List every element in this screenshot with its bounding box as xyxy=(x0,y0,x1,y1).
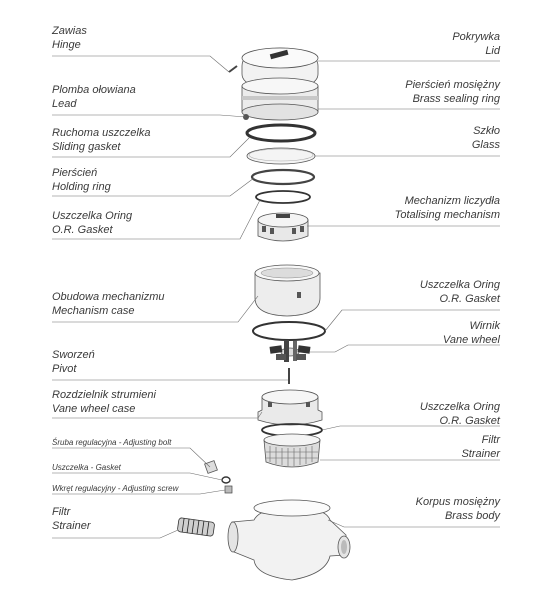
strainer-2-part xyxy=(177,518,215,537)
adjusting-screw-part xyxy=(225,486,232,493)
or-gasket-1-part xyxy=(256,191,310,203)
svg-text:Uszczelka Oring: Uszczelka Oring xyxy=(419,401,500,413)
svg-text:Pokrywka: Pokrywka xyxy=(452,31,500,43)
label-or-gasket-1 xyxy=(52,210,133,236)
brass-sealing-ring-part xyxy=(242,78,318,120)
gasket-part xyxy=(222,477,230,483)
svg-text:Sworzeń: Sworzeń xyxy=(52,349,95,361)
totalising-mechanism-part xyxy=(258,213,308,241)
label-adjusting-bolt xyxy=(52,438,172,447)
label-strainer-2 xyxy=(52,506,92,532)
label-lead xyxy=(52,84,136,110)
svg-text:O.R. Gasket: O.R. Gasket xyxy=(52,224,113,236)
label-strainer-1 xyxy=(461,434,501,460)
label-sliding-gasket xyxy=(52,127,150,153)
svg-text:Strainer: Strainer xyxy=(52,520,91,532)
holding-ring-part xyxy=(252,170,314,184)
svg-text:Lid: Lid xyxy=(485,45,500,57)
label-totalising-mechanism xyxy=(395,195,500,221)
svg-text:Brass sealing ring: Brass sealing ring xyxy=(412,93,500,105)
label-vane-wheel-case xyxy=(52,389,156,415)
label-vane-wheel xyxy=(443,320,501,346)
svg-text:Glass: Glass xyxy=(471,139,500,151)
svg-text:Sliding gasket: Sliding gasket xyxy=(52,141,121,153)
label-brass-sealing-ring xyxy=(405,79,501,105)
strainer-1-part xyxy=(264,434,320,467)
svg-text:Wirnik: Wirnik xyxy=(469,320,500,332)
label-hinge xyxy=(51,25,87,51)
svg-text:Zawias: Zawias xyxy=(52,25,87,37)
svg-text:Filtr: Filtr xyxy=(52,506,71,518)
label-brass-body xyxy=(416,496,502,522)
svg-text:Filtr: Filtr xyxy=(481,434,500,446)
label-adjusting-screw xyxy=(52,484,180,493)
svg-text:Holding ring: Holding ring xyxy=(52,181,111,193)
vane-wheel-case-part xyxy=(258,390,322,425)
hinge-part xyxy=(229,66,237,72)
brass-body-part xyxy=(228,500,350,580)
label-or-gasket-3 xyxy=(420,401,501,427)
vane-wheel-part xyxy=(270,340,311,362)
svg-text:Obudowa mechanizmu: Obudowa mechanizmu xyxy=(52,291,165,303)
svg-text:Totalising mechanism: Totalising mechanism xyxy=(394,209,500,221)
or-gasket-2-part xyxy=(253,322,325,340)
label-mechanism-case xyxy=(52,291,165,317)
svg-text:Plomba ołowiana: Plomba ołowiana xyxy=(52,84,136,96)
svg-text:Mechanism case: Mechanism case xyxy=(52,305,135,317)
svg-text:Lead: Lead xyxy=(52,98,77,110)
label-glass xyxy=(472,125,501,151)
svg-text:Hinge: Hinge xyxy=(52,39,81,51)
label-pivot xyxy=(52,349,95,375)
svg-text:Uszczelka - Gasket: Uszczelka - Gasket xyxy=(52,463,121,472)
svg-text:Rozdzielnik strumieni: Rozdzielnik strumieni xyxy=(52,389,156,401)
svg-text:Uszczelka Oring: Uszczelka Oring xyxy=(52,210,133,222)
svg-text:Brass body: Brass body xyxy=(444,510,500,522)
svg-text:Mechanizm liczydła: Mechanizm liczydła xyxy=(404,195,500,207)
adjusting-bolt-part xyxy=(205,461,218,474)
label-gasket xyxy=(52,463,122,472)
svg-text:Wkręt regulacyjny - Adjusting: Wkręt regulacyjny - Adjusting screw xyxy=(52,484,179,493)
svg-text:Korpus mosiężny: Korpus mosiężny xyxy=(415,496,500,508)
svg-text:Szkło: Szkło xyxy=(473,125,500,137)
svg-text:Uszczelka Oring: Uszczelka Oring xyxy=(419,279,500,291)
svg-text:Strainer: Strainer xyxy=(461,448,500,460)
svg-text:Ruchoma uszczelka: Ruchoma uszczelka xyxy=(52,127,151,139)
svg-text:Śruba regulacyjna - Adjusting: Śruba regulacyjna - Adjusting bolt xyxy=(52,438,172,447)
svg-text:O.R. Gasket: O.R. Gasket xyxy=(439,415,500,427)
svg-text:Pierścień mosiężny: Pierścień mosiężny xyxy=(405,79,500,91)
svg-text:Vane wheel: Vane wheel xyxy=(442,334,500,346)
svg-text:Vane wheel case: Vane wheel case xyxy=(52,403,136,415)
label-or-gasket-2 xyxy=(420,279,501,305)
svg-text:Pivot: Pivot xyxy=(52,363,77,375)
mechanism-case-part xyxy=(255,265,320,316)
sliding-gasket-part xyxy=(247,125,315,141)
label-holding-ring xyxy=(52,167,112,193)
glass-part xyxy=(247,148,315,164)
svg-text:Pierścień: Pierścień xyxy=(52,167,98,179)
label-lid xyxy=(452,31,501,57)
svg-text:O.R. Gasket: O.R. Gasket xyxy=(439,293,500,305)
